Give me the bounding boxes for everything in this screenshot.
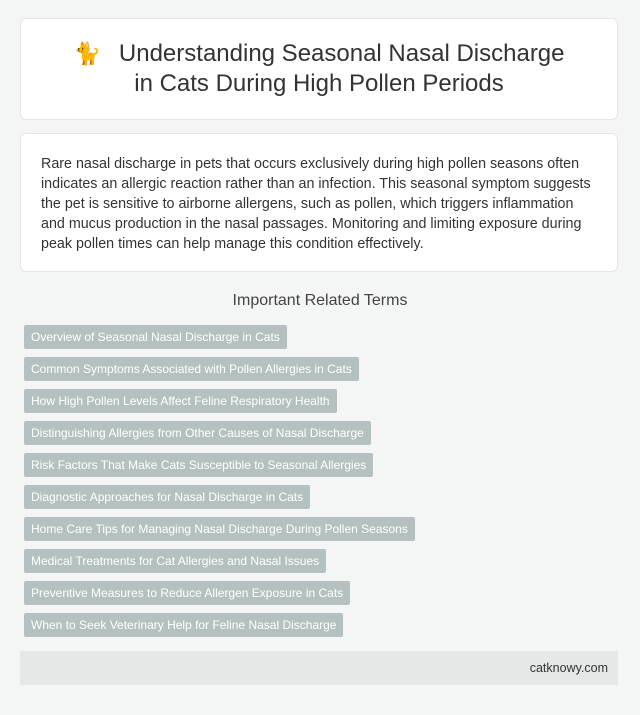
page-title (69, 39, 569, 99)
page-title-text: Understanding Seasonal Nasal Discharge in Cats During High Pollen Periods (118, 40, 565, 97)
related-term-tag[interactable]: Overview of Seasonal Nasal Discharge in Cats (24, 325, 287, 349)
related-term-tag[interactable]: Medical Treatments for Cat Allergies and Nasal Issues (24, 549, 326, 573)
related-term-tag[interactable]: How High Pollen Levels Affect Feline Respiratory Health (24, 389, 337, 413)
related-term-tag[interactable]: Preventive Measures to Reduce Allergen Exposure in Cats (24, 581, 350, 605)
related-term-tag[interactable]: Common Symptoms Associated with Pollen Allergies in Cats (24, 357, 359, 381)
related-term-tag[interactable]: Home Care Tips for Managing Nasal Discharge During Pollen Seasons (24, 517, 415, 541)
related-term-tag[interactable]: Distinguishing Allergies from Other Causes of Nasal Discharge (24, 421, 371, 445)
footer-site-link[interactable]: catknowy.com (529, 661, 608, 675)
related-term-tag[interactable]: When to Seek Veterinary Help for Feline Nasal Discharge (24, 613, 343, 637)
related-terms-list (24, 325, 618, 645)
related-term-tag[interactable]: Risk Factors That Make Cats Susceptible to Seasonal Allergies (24, 453, 373, 477)
related-terms-heading: Important Related Terms (232, 292, 408, 309)
footer (20, 651, 618, 685)
cat-icon: 🐈 (73, 41, 101, 66)
summary-card (20, 133, 618, 272)
summary-text: Rare nasal discharge in pets that occurs exclusively during high pollen seasons often indicates an allergic reaction rather than an infection. This seasonal symptom suggests the pet is sensitive to airborne allergens, such as pollen, which triggers inflammation and mucus production in the nasal passages. Monitoring and limiting exposure during peak pollen times can help manage this condition effectively. (41, 156, 591, 252)
title-card (20, 18, 618, 120)
related-term-tag[interactable]: Diagnostic Approaches for Nasal Discharge in Cats (24, 485, 310, 509)
